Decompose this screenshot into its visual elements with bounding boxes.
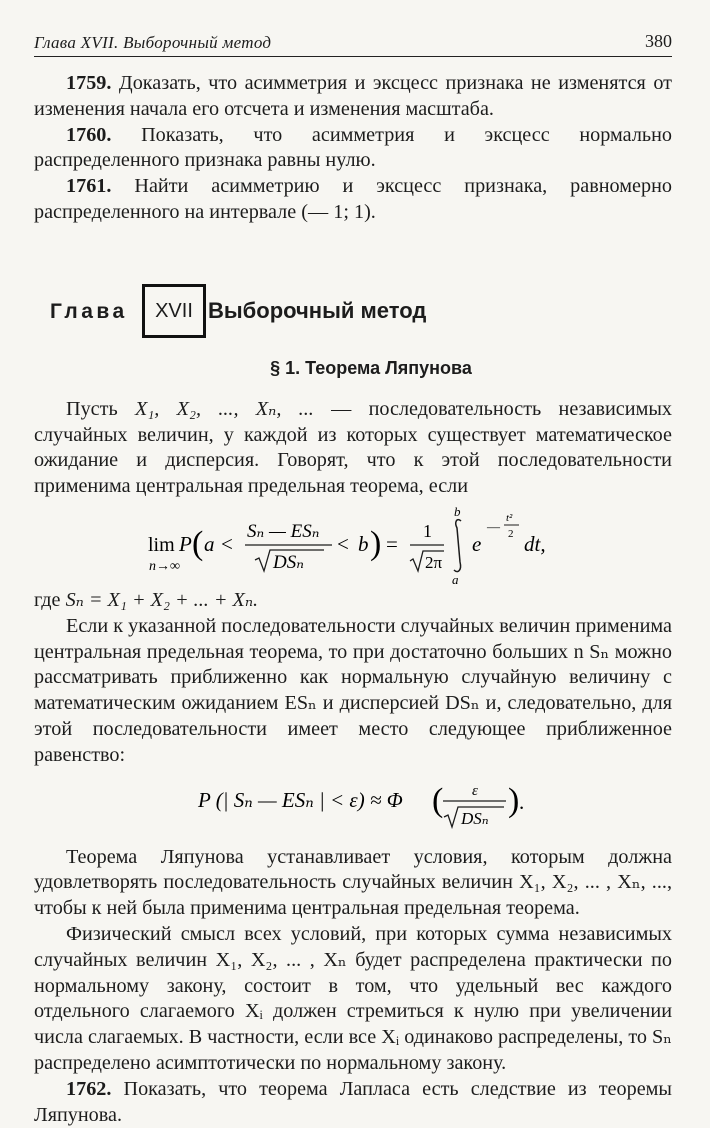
f1-int-lower: a <box>452 571 459 586</box>
chapter-heading <box>34 284 672 342</box>
page <box>34 30 672 1128</box>
formula-approx <box>34 773 672 837</box>
paragraph-definition <box>34 397 672 500</box>
problem-1762 <box>34 1077 672 1128</box>
problem-1759 <box>34 71 672 123</box>
problem-text: Показать, что теорема Лапласа есть следствие из теоремы Ляпунова. <box>34 1077 672 1126</box>
f1-lt: < <box>221 531 233 556</box>
f1-one: 1 <box>423 520 432 541</box>
problem-number: 1760. <box>66 123 112 146</box>
f1-eq: = <box>386 531 398 556</box>
problem-text: Найти асимметрию и эксцесс признака, равномерно распределенного на интервале (— 1; 1). <box>34 175 672 223</box>
problem-number: 1761. <box>66 175 112 198</box>
f1-exp-den: 2 <box>508 527 514 540</box>
f2-lhs: P (| Sₙ — ESₙ | < ε) ≈ Φ <box>198 787 403 812</box>
problem-text: Доказать, что асимметрия и эксцесс признака не изменятся от изменения начала его отсчета и изменения масштаба. <box>34 72 672 120</box>
p1-rest: — последовательность независимых случайных величин, у каждой из которых существует математическое ожидание и дисперсия. Говорят, что к этой последовательности применима центральная предельная теорема, если <box>34 397 672 498</box>
f1-exp-num: t² <box>506 511 513 524</box>
where-math: Sₙ = X₁ + X₂ + ... + Xₙ. <box>65 588 259 611</box>
problem-number: 1762. <box>66 1077 112 1100</box>
f2-num: ε <box>472 782 478 799</box>
paragraph-approx: Если к указанной последовательности случайных величин применима центральная предельная теорема, то при достаточно больших n Sₙ можно рассматривать приближенно как нормальную случайную величину с математическим ожиданием ESₙ и дисперсией DSₙ и, следовательно, для этой последовательности имеет место следующее приближенное равенство: <box>34 614 672 766</box>
problem-1761 <box>34 174 672 226</box>
f1-lt2: < <box>337 531 349 556</box>
f2-lparen: ( <box>432 781 444 819</box>
f2-rparen: ) <box>508 781 520 819</box>
chapter-title: Выборочный метод <box>208 297 427 323</box>
paragraph-physical-meaning: Физический смысл всех условий, при которых сумма независимых случайных величин X₁, X₂, ... , Xₙ будет распределена практически по нормальному закону, состоит в том, что удельный вес каждого отдельного слагаемого Xᵢ должен стремиться к нулю при увеличении числа слагаемых. В частности, если все Xᵢ одинаково распределены, то Sₙ распределено асимптотически по нормальному закону. <box>34 922 672 1074</box>
running-header <box>34 30 672 57</box>
f1-integral-sign <box>454 520 461 572</box>
f1-lim: lim <box>148 533 175 556</box>
f1-e: e <box>472 531 482 556</box>
p1-lead: Пусть <box>66 397 135 420</box>
f1-lim-sub: n→∞ <box>149 558 180 574</box>
chapter-number-box: XVII <box>142 284 206 338</box>
f1-a: a <box>204 531 215 556</box>
f1-b: b <box>358 531 369 556</box>
f1-den: DSₙ <box>273 551 304 573</box>
f2-den: DSₙ <box>461 808 489 828</box>
f1-dt: dt, <box>524 531 546 556</box>
formula-clt <box>34 504 672 586</box>
problem-number: 1759. <box>66 72 112 94</box>
problem-1760 <box>34 123 672 175</box>
f1-rparen: ) <box>370 524 382 562</box>
page-number: 380 <box>645 31 672 51</box>
header-chapter-title: Глава XVII. Выборочный метод <box>34 33 272 52</box>
problem-text: Показать, что асимметрия и эксцесс нормально распределенного признака равны нулю. <box>34 123 672 172</box>
p1-sequence: X₁, X₂, ..., Xₙ, ... <box>134 397 314 420</box>
chapter-word: Глава <box>50 299 128 323</box>
f1-lparen: ( <box>192 524 204 562</box>
paragraph-lyapunov: Теорема Ляпунова устанавливает условия, которым должна удовлетворять последовательность случайных величин X₁, X₂, ... , Xₙ, ..., чтобы к ней была применима центральная предельная теорема. <box>34 845 672 920</box>
f1-exp-minus: — <box>487 518 500 534</box>
f1-2pi: 2π <box>425 552 443 572</box>
f2-end: . <box>519 789 525 814</box>
where-line <box>34 588 672 614</box>
where-lead: где <box>34 588 66 611</box>
f1-num: Sₙ — ESₙ <box>247 520 320 542</box>
section-heading: § 1. Теорема Ляпунова <box>270 357 472 378</box>
f1-int-upper: b <box>454 503 461 519</box>
f1-p: P <box>179 531 192 556</box>
